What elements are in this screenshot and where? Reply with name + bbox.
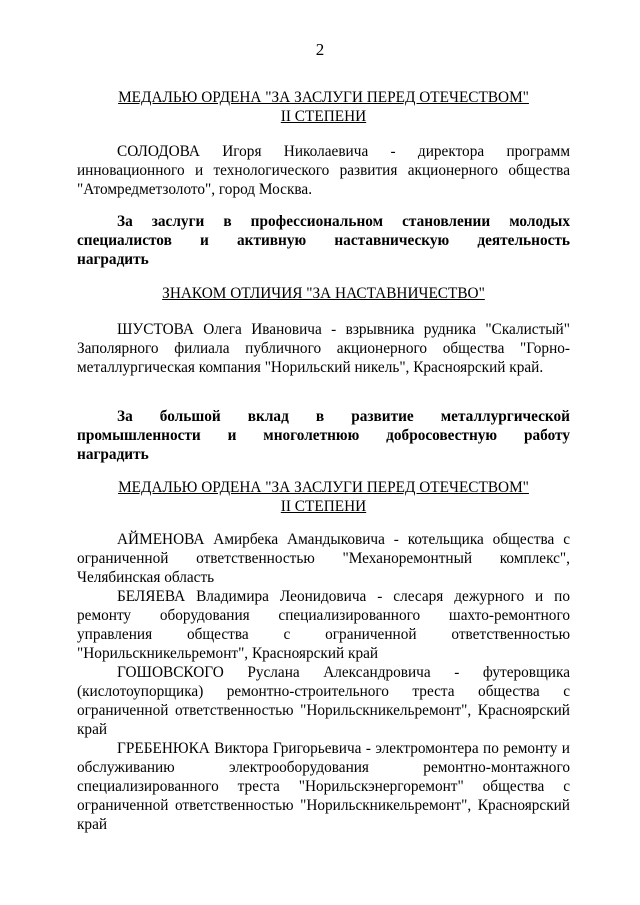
reason-2-line1: За большой вклад в развитие металлургической — [117, 408, 570, 425]
award-heading-1 — [77, 88, 570, 126]
award-heading-2 — [77, 284, 570, 303]
reason-2-line3: наградить — [77, 446, 149, 463]
reason-1-line3: наградить — [77, 251, 149, 268]
recipient-list — [77, 530, 570, 834]
reason-paragraph-2 — [77, 407, 570, 464]
page-number: 2 — [315, 40, 325, 59]
list-item: БЕЛЯЕВА Владимира Леонидовича - слесаря дежурного и по ремонту оборудования специализированного шахто-ремонтного управления общества с ограниченной ответственностью "Норильскникельремонт", Красноярский край — [77, 588, 570, 662]
award-heading-3-line1: МЕДАЛЬЮ ОРДЕНА "ЗА ЗАСЛУГИ ПЕРЕД ОТЕЧЕСТВОМ" — [118, 479, 529, 496]
list-item: АЙМЕНОВА Амирбека Амандыковича - котельщика общества с ограниченной ответственностью "Механоремонтный комплекс", Челябинская область — [77, 531, 570, 586]
reason-paragraph-1 — [77, 212, 570, 269]
reason-1-line2: специалистов и активную наставническую деятельность — [77, 232, 570, 249]
award-heading-1-line2: II СТЕПЕНИ — [280, 108, 367, 125]
reason-2-line2: промышленности и многолетнюю добросовестную работу — [77, 427, 570, 444]
list-item: ГОШОВСКОГО Руслана Александровича - футеровщика (кислотоупорщика) ремонтно-строительного треста общества с ограниченной ответственностью "Норильскникельремонт", Красноярский край — [77, 664, 570, 738]
recipient-paragraph-2: ШУСТОВА Олега Ивановича - взрывника рудника "Скалистый" Заполярного филиала публичного акционерного общества "Горно-металлургическая компания "Норильский никель", Красноярский край. — [77, 321, 570, 376]
award-heading-1-line1: МЕДАЛЬЮ ОРДЕНА "ЗА ЗАСЛУГИ ПЕРЕД ОТЕЧЕСТВОМ" — [118, 89, 529, 106]
award-heading-3 — [77, 478, 570, 516]
recipient-paragraph-1: СОЛОДОВА Игоря Николаевича - директора программ инновационного и технологического развития акционерного общества "Атомредметзолото", город Москва. — [77, 143, 570, 198]
award-heading-2-line1: ЗНАКОМ ОТЛИЧИЯ "ЗА НАСТАВНИЧЕСТВО" — [162, 285, 485, 302]
reason-1-line1: За заслуги в профессиональном становлении молодых — [117, 213, 570, 230]
award-heading-3-line2: II СТЕПЕНИ — [280, 498, 367, 515]
list-item: ГРЕБЕНЮКА Виктора Григорьевича - электромонтера по ремонту и обслуживанию электрооборудования ремонтно-монтажного специализированного треста "Норильскэнергоремонт" общества с ограниченной ответственностью "Норильскникельремонт", Красноярский край — [77, 740, 570, 833]
